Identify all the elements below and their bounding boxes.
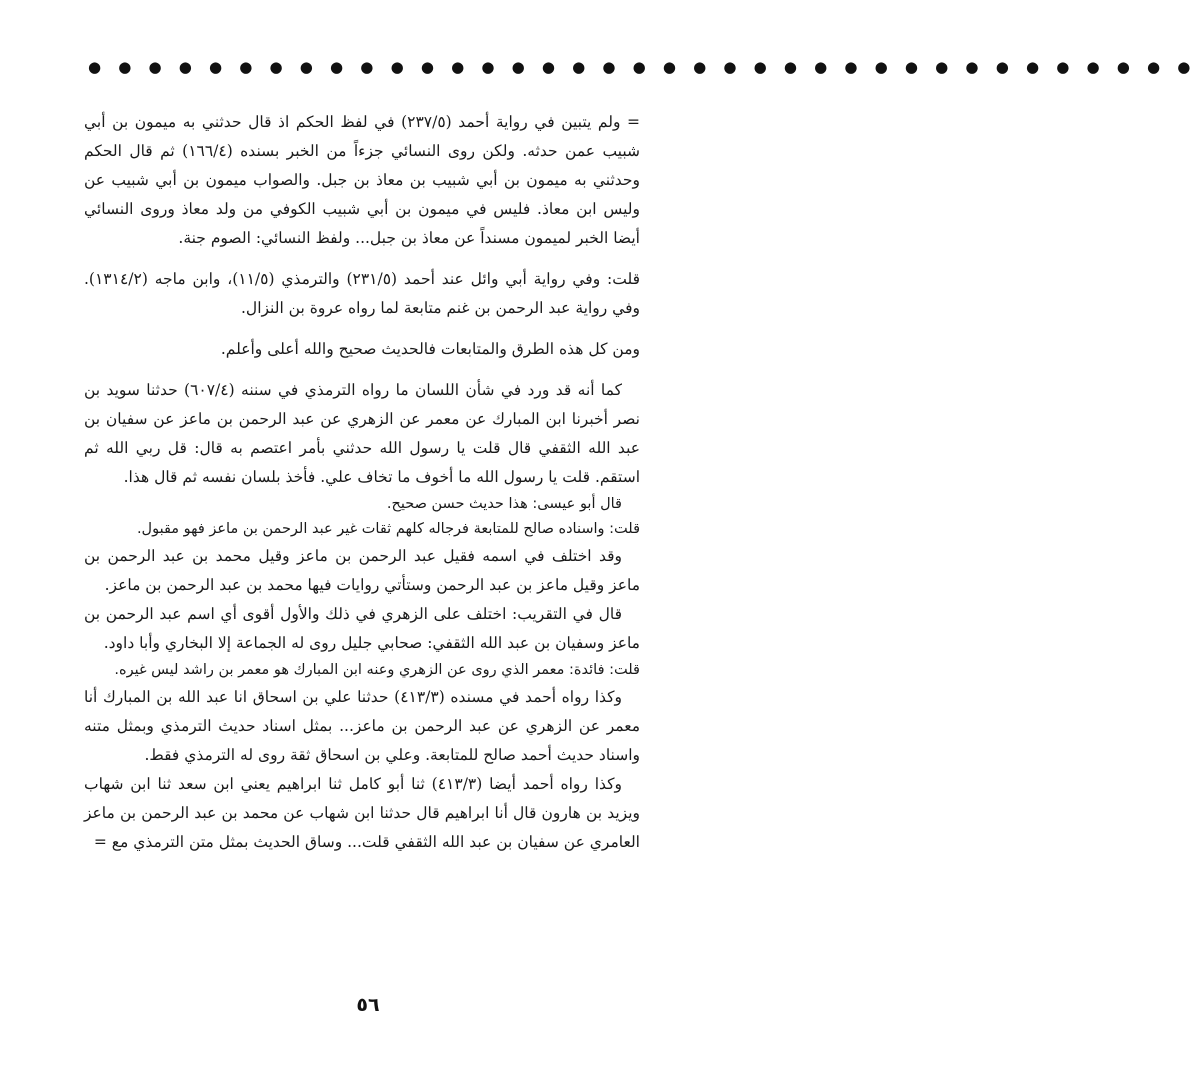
paragraph-name-dispute: وقد اختلف في اسمه فقيل عبد الرحمن بن ماعز وقيل محمد بن عبد الرحمن بن ماعز وقيل ماعز بن عبد الرحمن وستأتي روايات فيها محمد بن عبد الرحمن بن ماعز. [84, 547, 640, 594]
paragraph-footnote-continuation: = ولم يتبين في رواية أحمد (٢٣٧/٥) في لفظ الحكم اذ قال حدثني به ميمون بن أبي شبيب عمن حدثه. ولكن روى النسائي جزءاً من الخبر بسنده (١٦٦/٤) ثم قال الحكم وحدثني به ميمون بن أبي شبيب بن معاذ بن جبل. والصواب ميمون بن أبي شبيب عن وليس ابن معاذ. فليس في ميمون بن أبي شبيب الكوفي من ولد معاذ وروى النسائي أيضا الخبر لميمون مسنداً عن معاذ بن جبل... ولفظ النسائي: الصوم جنة. [84, 113, 641, 247]
paragraph-ahmad-musnad: وكذا رواه أحمد في مسنده (٤١٣/٣) حدثنا علي بن اسحاق انا عبد الله بن المبارك أنا معمر عن الزهري عن عبد الرحمن بن ماعز... بمثل اسناد حديث الترمذي وبمثل متنه واسناد حديث أحمد صالح للمتابعة. وعلي بن اسحاق ثقة روى له الترمذي فقط. [84, 688, 640, 764]
paragraph-conclusion: ومن كل هذه الطرق والمتابعات فالحديث صحيح والله أعلى وأعلم. [220, 340, 640, 358]
header-dotted-rule: ● ● ● ● ● ● ● ● ● ● ● ● ● ● ● ● ● ● ● ● ● ● ● ● ● ● ● ● ● ● ● ● ● ● ● ● ● [88, 58, 1197, 76]
page-body [84, 108, 640, 857]
paragraph-tirmidhi-hadith: كما أنه قد ورد في شأن اللسان ما رواه الترمذي في سننه (٦٠٧/٤) حدثنا سويد بن نصر أخبرنا ابن المبارك عن معمر عن الزهري عن عبد الرحمن بن ماعز عن سفيان بن عبد الله الثقفي قال قلت يا رسول الله حدثني بأمر اعتصم به قال: قل ربي الله ثم استقم. قلت يا رسول الله ما أخوف ما تخاف علي. فأخذ بلسان نفسه ثم قال هذا. [84, 381, 640, 486]
paragraph-taqrib: قال في التقريب: اختلف على الزهري في ذلك والأول أقوى أي اسم عبد الرحمن بن ماعز وسفيان بن عبد الله الثقفي: صحابي جليل روى له الجماعة إلا البخاري وأبا داود. [84, 605, 640, 652]
paragraph-abu-wail-note: قلت: وفي رواية أبي وائل عند أحمد (٢٣١/٥) والترمذي (١١/٥)، وابن ماجه (١٣١٤/٢). وفي رواية عبد الرحمن بن غنم متابعة لما رواه عروة بن النزال. [84, 270, 640, 317]
paragraph-abu-isa: قال أبو عيسى: هذا حديث حسن صحيح. [386, 496, 622, 512]
paragraph-isnad-note: قلت: واسناده صالح للمتابعة فرجاله كلهم ثقات غير عبد الرحمن بن ماعز فهو مقبول. [136, 521, 640, 537]
page-number: ٥٦ [356, 994, 380, 1016]
paragraph-ahmad-second: وكذا رواه أحمد أيضا (٤١٣/٣) ثنا أبو كامل ثنا ابراهيم يعني ابن سعد ثنا ابن شهاب ويزيد بن هارون قال أنا ابراهيم قال حدثنا ابن شهاب عن محمد بن عبد الرحمن بن ماعز العامري عن سفيان بن عبد الله الثقفي قلت... وساق الحديث بمثل متن الترمذي مع = [84, 775, 640, 851]
paragraph-mamar-note: قلت: فائدة: معمر الذي روى عن الزهري وعنه ابن المبارك هو معمر بن راشد ليس غيره. [114, 662, 640, 678]
